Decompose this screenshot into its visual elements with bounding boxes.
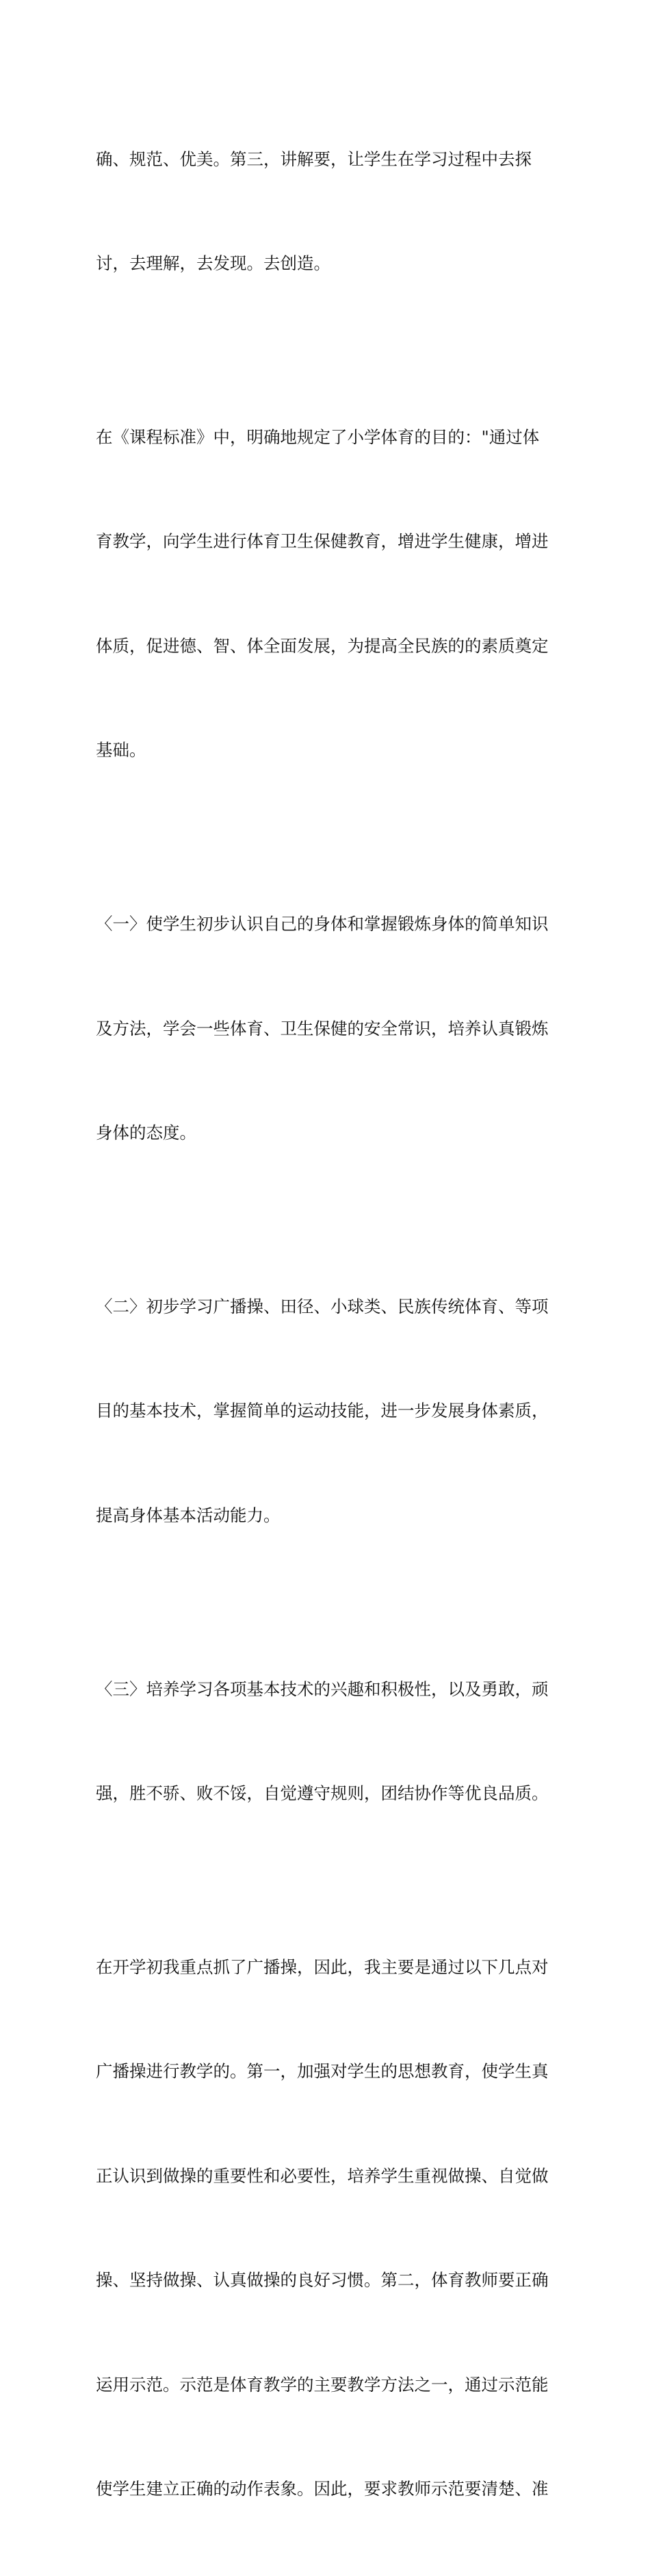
- text-line: 在开学初我重点抓了广播操，因此，我主要是通过以下几点对: [96, 1957, 549, 1978]
- text-line: 提高身体基本活动能力。: [96, 1505, 281, 1525]
- text-line: 〈二〉初步学习广播操、田径、小球类、民族传统体育、等项: [96, 1296, 549, 1316]
- text-line: 使学生建立正确的动作表象。因此，要求教师示范要清楚、准: [96, 2478, 549, 2499]
- text-line: 体质，促进德、智、体全面发展，为提高全民族的的素质奠定: [96, 635, 549, 656]
- paragraph-2: [96, 350, 561, 837]
- paragraph-1: [96, 73, 561, 350]
- text-line: 及方法，学会一些体育、卫生保健的安全常识，培养认真锻炼: [96, 1018, 549, 1038]
- text-line: 〈三〉培养学习各项基本技术的兴趣和积极性，以及勇敢，顽: [96, 1679, 549, 1699]
- document-body: [96, 73, 561, 2576]
- text-line: 目的基本技术，掌握简单的运动技能，进一步发展身体素质，: [96, 1401, 549, 1421]
- text-line: 强，胜不骄、败不馁，自觉遵守规则，团结协作等优良品质。: [96, 1783, 549, 1804]
- text-line: 在《课程标准》中，明确地规定了小学体育的目的："通过体: [96, 426, 540, 447]
- text-line: 正认识到做操的重要性和必要性，培养学生重视做操、自觉做: [96, 2165, 549, 2186]
- text-line: 广播操进行教学的。第一，加强对学生的思想教育，使学生真: [96, 2061, 549, 2082]
- text-line: 确、规范、优美。第三，讲解要，让学生在学习过程中去探: [96, 149, 532, 169]
- text-line: 基础。: [96, 740, 146, 761]
- text-line: 身体的态度。: [96, 1122, 196, 1143]
- text-line: 讨，去理解，去发现。去创造。: [96, 253, 330, 273]
- text-line: 运用示范。示范是体育教学的主要教学方法之一，通过示范能: [96, 2374, 549, 2395]
- text-line: 操、坚持做操、认真做操的良好习惯。第二，体育教师要正确: [96, 2270, 549, 2291]
- paragraph-6: [96, 1880, 561, 2576]
- paragraph-4: [96, 1220, 561, 1603]
- paragraph-5: [96, 1603, 561, 1880]
- text-line: 〈一〉使学生初步认识自己的身体和掌握锻炼身体的简单知识: [96, 914, 549, 934]
- paragraph-3: [96, 838, 561, 1221]
- text-line: 育教学，向学生进行体育卫生保健教育，增进学生健康，增进: [96, 531, 549, 552]
